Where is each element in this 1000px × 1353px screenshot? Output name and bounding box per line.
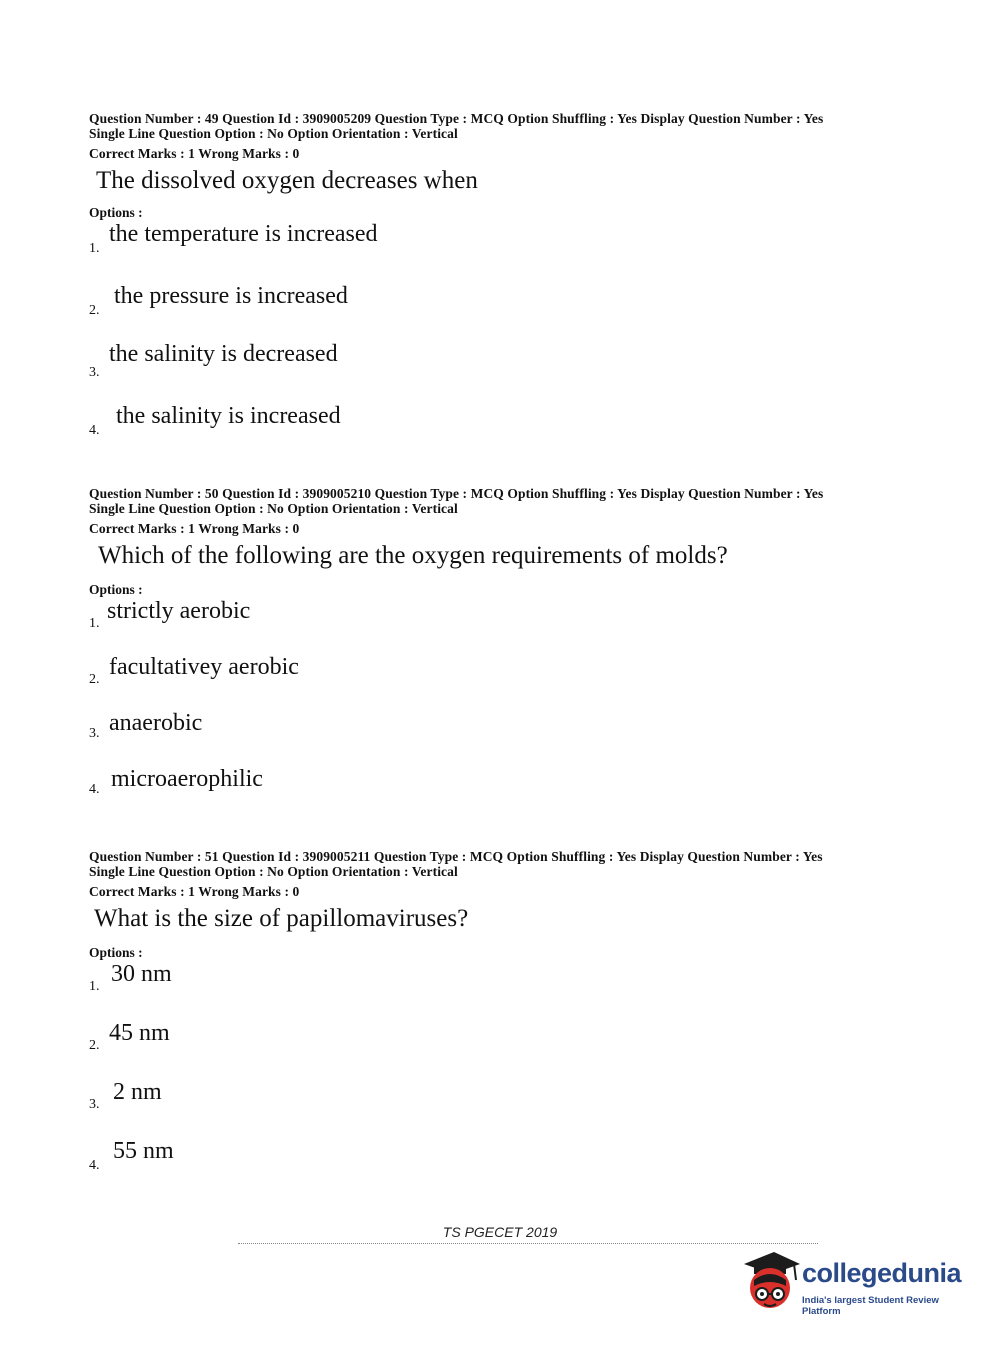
- question-marks: Correct Marks : 1 Wrong Marks : 0: [89, 146, 300, 161]
- option-3: [89, 1079, 969, 1138]
- question-block-49: [89, 111, 969, 461]
- options-label: Options :: [89, 205, 143, 220]
- option-number: 2.: [89, 1038, 100, 1053]
- option-number: 2.: [89, 672, 100, 687]
- option-text: the salinity is increased: [116, 403, 341, 429]
- question-block-50: [89, 486, 969, 822]
- question-marks: Correct Marks : 1 Wrong Marks : 0: [89, 884, 300, 899]
- option-2: [89, 1020, 969, 1079]
- option-3: [89, 341, 969, 401]
- question-text: The dissolved oxygen decreases when: [96, 167, 478, 194]
- option-text: microaerophilic: [111, 766, 263, 792]
- option-number: 1.: [89, 979, 100, 994]
- options-label: Options :: [89, 945, 143, 960]
- option-3: [89, 710, 969, 766]
- question-text: What is the size of papillomaviruses?: [94, 905, 469, 932]
- option-text: 30 nm: [111, 961, 172, 987]
- option-text: strictly aerobic: [107, 598, 251, 624]
- option-4: [89, 766, 969, 822]
- question-meta-line1: Question Number : 49 Question Id : 3909005209 Question Type : MCQ Option Shuffling : Yes Display Question Number : Yes: [89, 111, 824, 126]
- question-meta-line2: Single Line Question Option : No Option Orientation : Vertical: [89, 501, 458, 516]
- option-text: anaerobic: [109, 710, 203, 736]
- option-1: [89, 221, 969, 281]
- question-text: Which of the following are the oxygen requirements of molds?: [98, 542, 728, 569]
- collegedunia-logo: [740, 1250, 970, 1320]
- option-number: 3.: [89, 365, 100, 380]
- option-text: 55 nm: [113, 1138, 174, 1164]
- logo-tagline: India's largest Student Review Platform: [802, 1295, 939, 1317]
- option-1: [89, 961, 969, 1020]
- option-4: [89, 1138, 969, 1197]
- option-text: the temperature is increased: [109, 221, 378, 247]
- question-meta-line1: Question Number : 50 Question Id : 3909005210 Question Type : MCQ Option Shuffling : Yes Display Question Number : Yes: [89, 486, 824, 501]
- question-meta-line2: Single Line Question Option : No Option Orientation : Vertical: [89, 126, 458, 141]
- option-text: 45 nm: [109, 1020, 170, 1046]
- question-meta-line2: Single Line Question Option : No Option Orientation : Vertical: [89, 864, 458, 879]
- option-number: 4.: [89, 782, 100, 797]
- option-number: 1.: [89, 616, 100, 631]
- option-number: 4.: [89, 1158, 100, 1173]
- question-block-51: [89, 849, 969, 1197]
- mascot-icon: [740, 1250, 802, 1320]
- option-number: 1.: [89, 241, 100, 256]
- option-text: facultativey aerobic: [109, 654, 299, 680]
- option-2: [89, 654, 969, 710]
- question-marks: Correct Marks : 1 Wrong Marks : 0: [89, 521, 300, 536]
- option-4: [89, 401, 969, 461]
- option-number: 2.: [89, 303, 100, 318]
- logo-wordmark: collegedunia: [802, 1258, 962, 1288]
- footer-exam-title: TS PGECET 2019: [442, 1224, 558, 1240]
- option-2: [89, 281, 969, 341]
- option-text: the salinity is decreased: [109, 341, 338, 367]
- option-number: 3.: [89, 1097, 100, 1112]
- question-meta-line1: Question Number : 51 Question Id : 3909005211 Question Type : MCQ Option Shuffling : Yes Display Question Number : Yes: [89, 849, 823, 864]
- option-number: 3.: [89, 726, 100, 741]
- option-text: 2 nm: [113, 1079, 162, 1105]
- option-number: 4.: [89, 423, 100, 438]
- footer-divider: [238, 1243, 818, 1246]
- option-1: [89, 598, 969, 654]
- options-label: Options :: [89, 582, 143, 597]
- option-text: the pressure is increased: [114, 283, 348, 309]
